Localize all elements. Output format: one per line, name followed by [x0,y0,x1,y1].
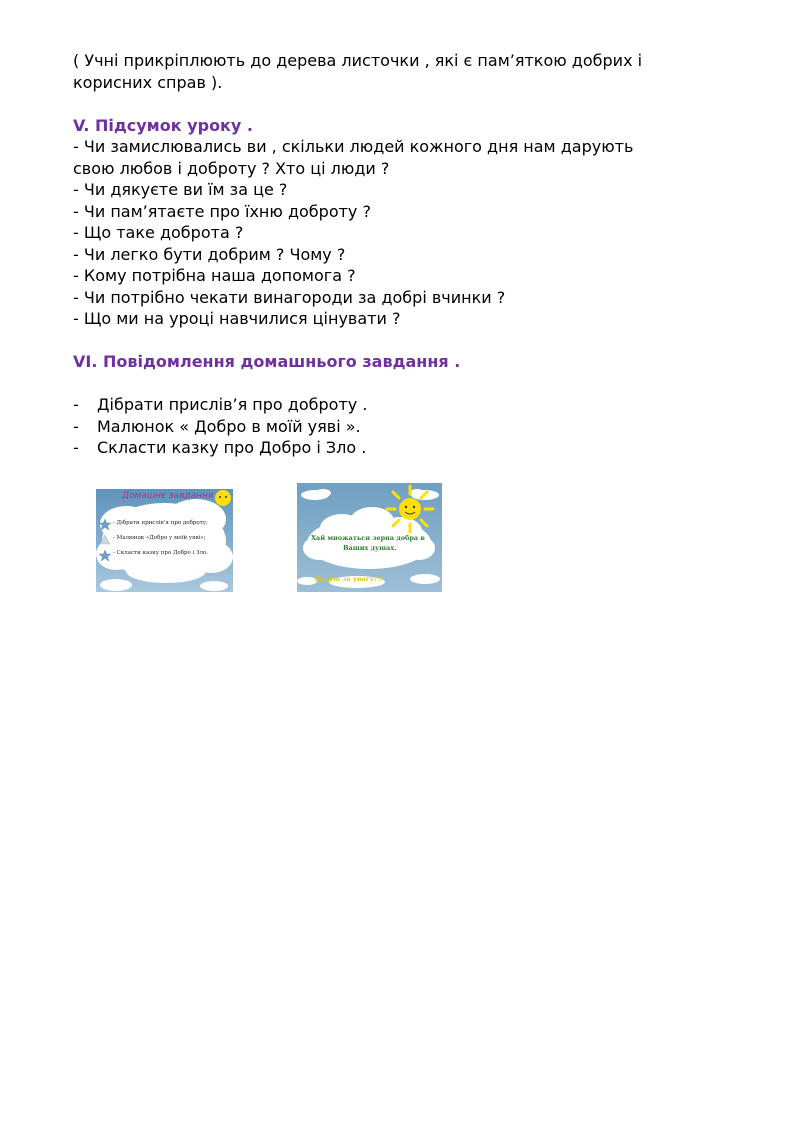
slide-list-item: - Малюнок «Добро у моїй уяві»; [113,535,206,541]
spacer [73,373,753,395]
question-line: - Чи дякуєте ви їм за це ? [73,180,288,199]
farewell-slide-image [297,483,442,592]
list-dash: - [73,395,79,414]
document-body [73,50,753,459]
question-line: - Що таке доброта ? [73,223,244,242]
slide-list-item: - Скласти казку про Добро і Зло. [113,550,209,556]
homework-item-text: Малюнок « Добро в моїй уяві ». [97,416,361,436]
slide-list-item: - Дібрати прислів’я про доброту; [113,520,208,526]
question-line: - Чи замислювались ви , скільки людей кожного дня нам дарують [73,137,634,156]
slide-wish-line-1: Хай множаться зерна добра в [311,534,425,542]
homework-item-text: Скласти казку про Добро і Зло . [97,438,367,457]
homework-item [73,394,753,416]
list-dash: - [73,438,79,457]
intro-line-1: ( Учні прикріплюють до дерева листочки , які є пам’яткою добрих і [73,51,643,70]
sun-icon [387,486,433,532]
question-line: - Чи легко бути добрим ? Чому ? [73,244,346,264]
slide-thanks: Дякую за увагу!!! [314,575,383,583]
homework-slide-image [96,489,233,592]
homework-item [73,437,753,459]
slide-wish-line-2: Ваших душах. [343,544,397,552]
homework-item [73,416,753,438]
list-dash: - [73,416,79,436]
question-line: - Що ми на уроці навчилися цінувати ? [73,309,401,328]
spacer [73,330,753,352]
homework-item-text: Дібрати прислів’я про доброту . [97,395,368,414]
section-6-heading: VI. Повідомлення домашнього завдання . [73,352,461,371]
spacer [73,93,753,115]
section-5-heading: V. Підсумок уроку . [73,115,253,135]
slide-title: Домашнє завдання [122,491,214,501]
question-line: - Кому потрібна наша допомога ? [73,266,356,285]
question-line: - Чи пам’ятаєте про їхню доброту ? [73,201,371,221]
question-line: - Чи потрібно чекати винагороди за добрі вчинки ? [73,287,506,307]
question-line: свою любов і доброту ? Хто ці люди ? [73,158,390,178]
intro-line-2: корисних справ ). [73,72,223,92]
sun-icon [215,490,231,506]
